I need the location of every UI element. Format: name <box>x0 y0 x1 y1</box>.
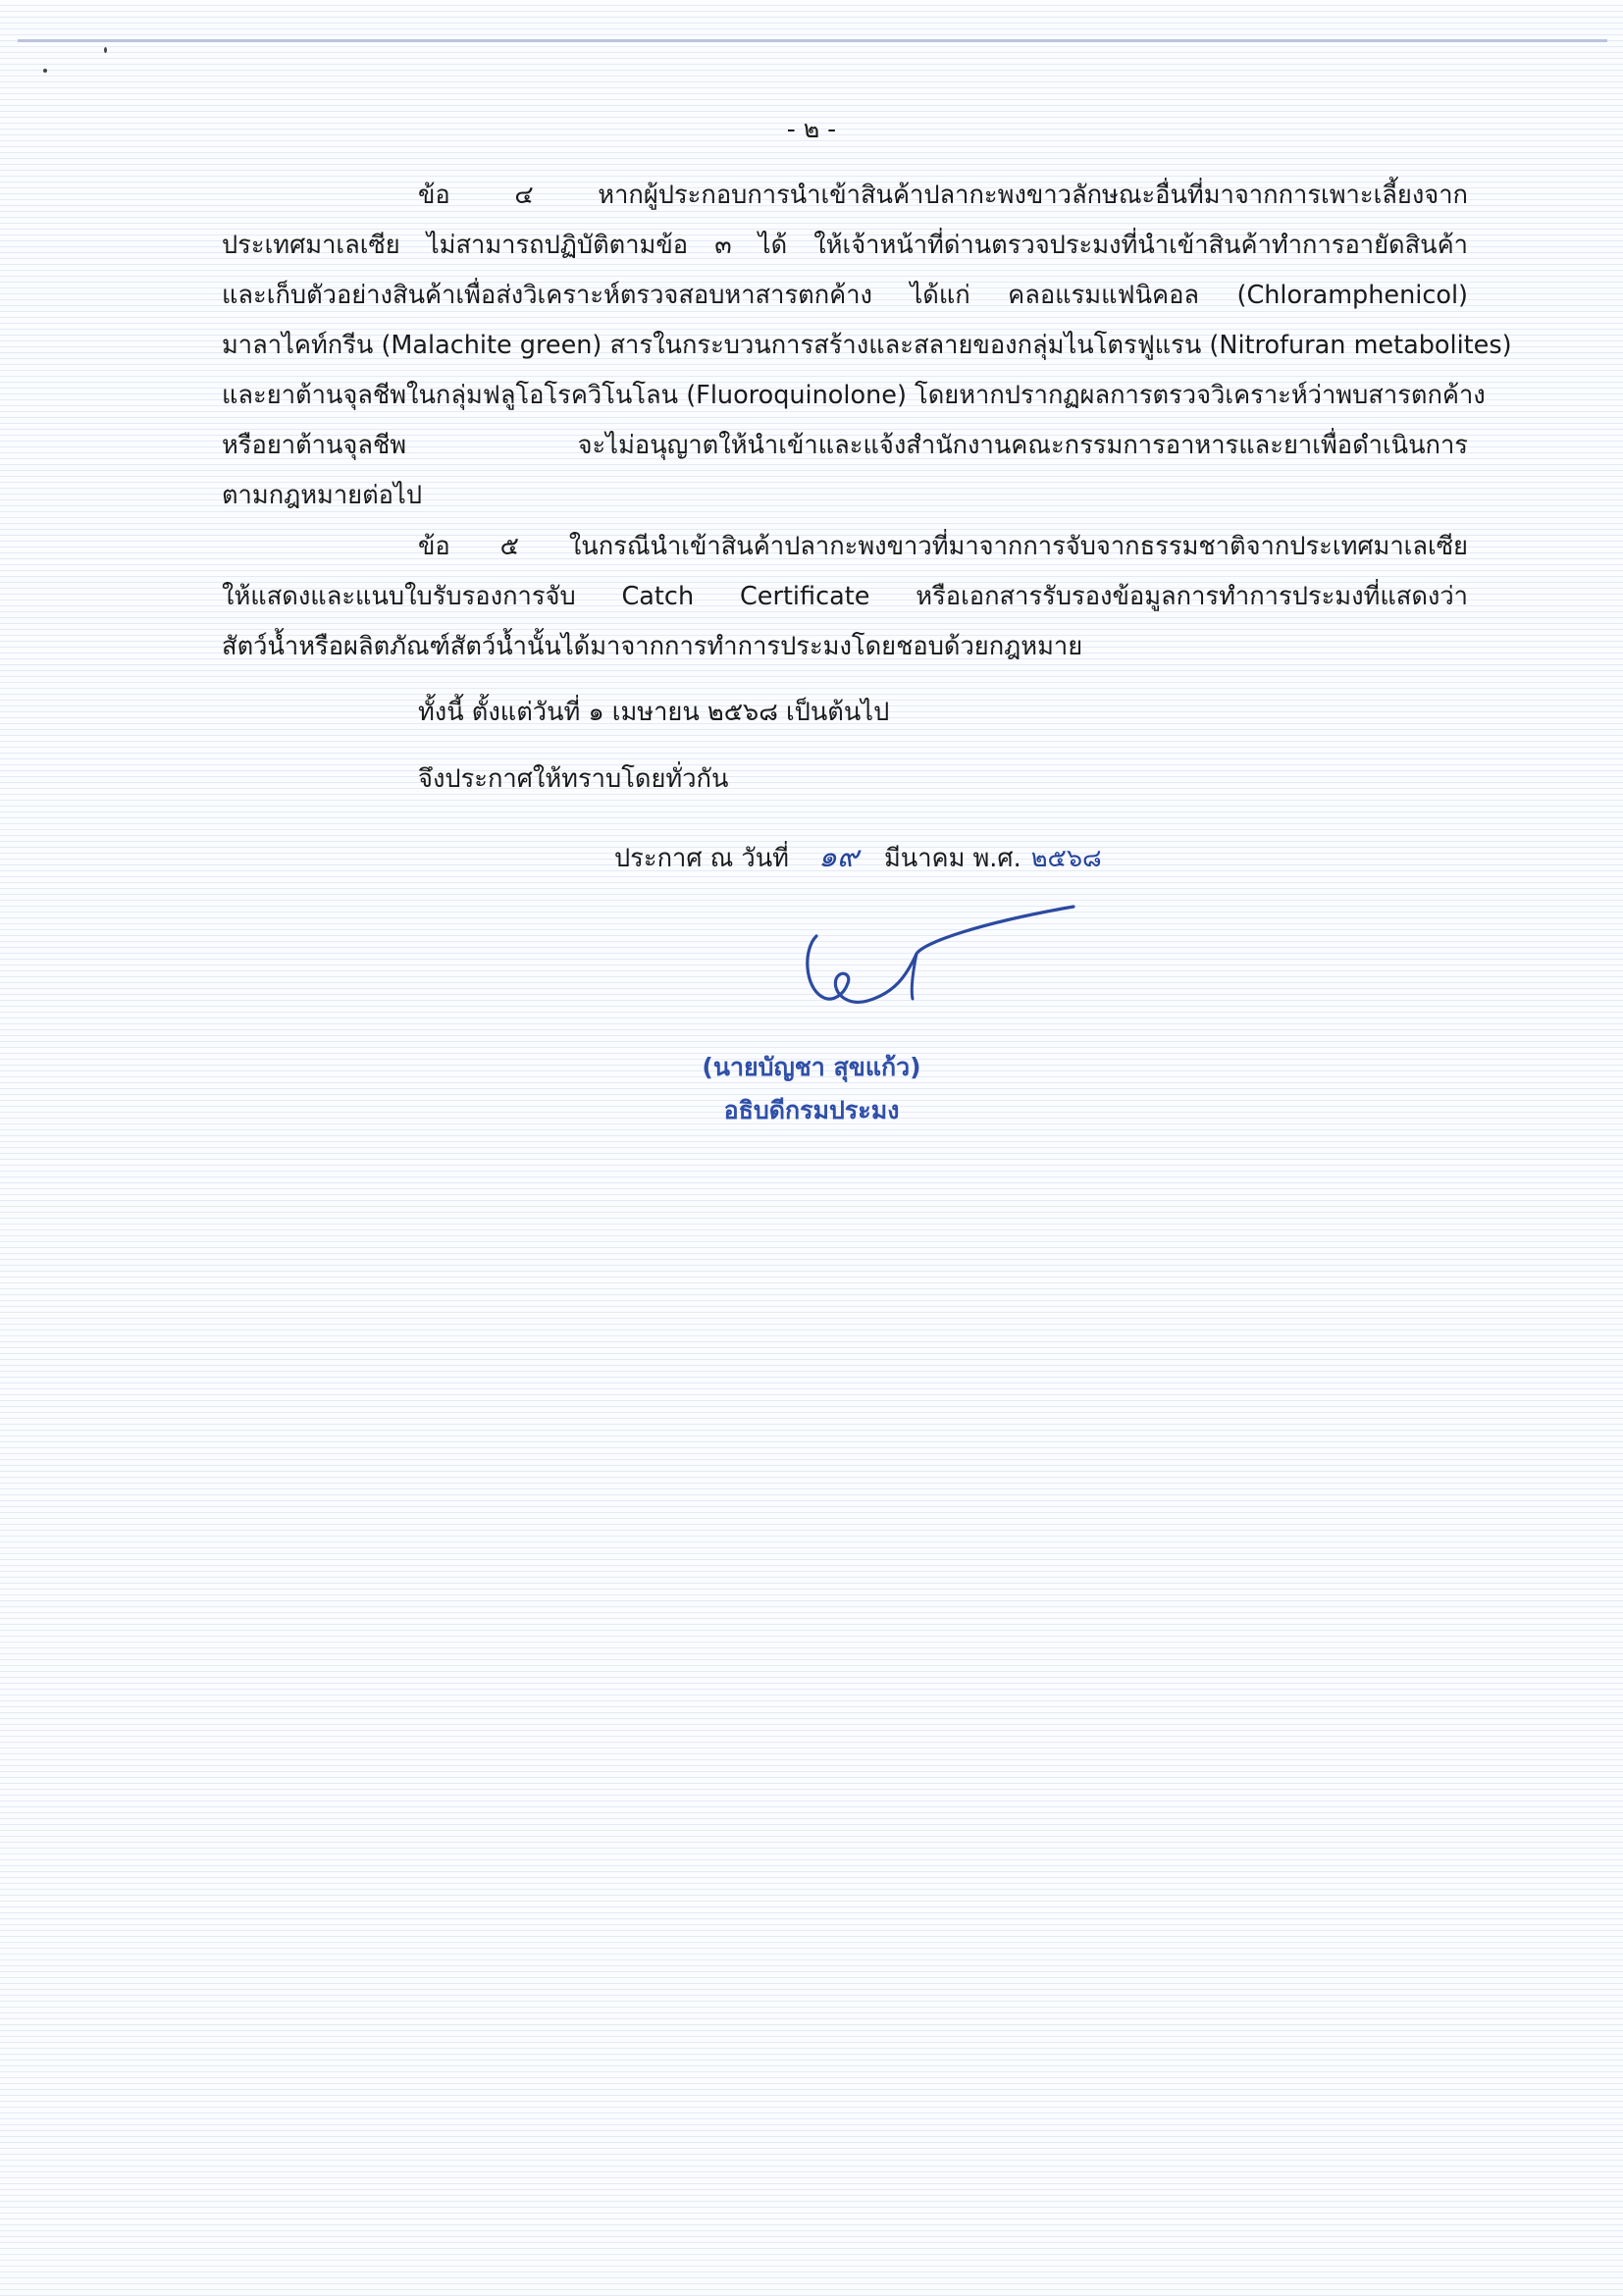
handwritten-day: ๑๙ <box>817 840 859 874</box>
clause-4-line: ข้อ ๔ หากผู้ประกอบการนำเข้าสินค้าปลากะพงขาวลักษณะอื่นที่มาจากการเพาะเลี้ยงจาก <box>418 181 1468 210</box>
clause-4-line: และเก็บตัวอย่างสินค้าเพื่อส่งวิเคราะห์ตรวจสอบหาสารตกค้าง ได้แก่ คลอแรมแฟนิคอล (Chloramphenicol) <box>222 281 1468 310</box>
handwritten-year: ๒๕๖๘ <box>1030 844 1102 873</box>
clause-4-line: ประเทศมาเลเซีย ไม่สามารถปฏิบัติตามข้อ ๓ ได้ ให้เจ้าหน้าที่ด่านตรวจประมงที่นำเข้าสินค้าทำการอายัดสินค้า <box>222 231 1468 260</box>
proclamation-line: จึงประกาศให้ทราบโดยทั่วกัน <box>418 764 729 794</box>
signer-title: อธิบดีกรมประมง <box>723 1096 900 1124</box>
announcement-prefix: ประกาศ ณ วันที่ <box>614 844 789 873</box>
clause-5-line: ข้อ ๕ ในกรณีนำเข้าสินค้าปลากะพงขาวที่มาจากการจับจากธรรมชาติจากประเทศมาเลเซีย <box>418 532 1468 561</box>
scan-speck <box>43 69 47 73</box>
announcement-month: มีนาคม พ.ศ. <box>883 844 1021 873</box>
scan-speck <box>104 47 107 53</box>
signer-name: (นายบัญชา สุขแก้ว) <box>702 1053 921 1081</box>
announcement-date <box>614 834 1102 880</box>
clause-4-line: ตามกฎหมายต่อไป <box>222 481 423 510</box>
scan-edge-line <box>18 39 1607 42</box>
clause-5-paragraph <box>222 522 1468 672</box>
effective-date-line: ทั้งนี้ ตั้งแต่วันที่ ๑ เมษายน ๒๕๖๘ เป็นต้นไป <box>418 698 890 727</box>
clause-4-line: มาลาไคท์กรีน (Malachite green) สารในกระบวนการสร้างและสลายของกลุ่มไนโตรฟูแรน (Nitrofuran metabolites) <box>222 331 1512 360</box>
clause-4-paragraph <box>222 171 1512 521</box>
page-number: - ๒ - <box>786 115 837 143</box>
clause-4-line: หรือยาต้านจุลชีพ จะไม่อนุญาตให้นำเข้าและแจ้งสำนักงานคณะกรรมการอาหารและยาเพื่อดำเนินการ <box>222 431 1468 460</box>
clause-5-line: ให้แสดงและแนบใบรับรองการจับ Catch Certificate หรือเอกสารรับรองข้อมูลการทำการประมงที่แสดงว่า <box>222 582 1468 611</box>
clause-4-line: และยาต้านจุลชีพในกลุ่มฟลูโอโรควิโนโลน (Fluoroquinolone) โดยหากปรากฏผลการตรวจวิเคราะห์ว่าพบสารตกค้าง <box>222 381 1486 410</box>
signature-mark <box>797 905 1091 1022</box>
clause-5-line: สัตว์น้ำหรือผลิตภัณฑ์สัตว์น้ำนั้นได้มาจากการทำการประมงโดยชอบด้วยกฎหมาย <box>222 632 1083 661</box>
